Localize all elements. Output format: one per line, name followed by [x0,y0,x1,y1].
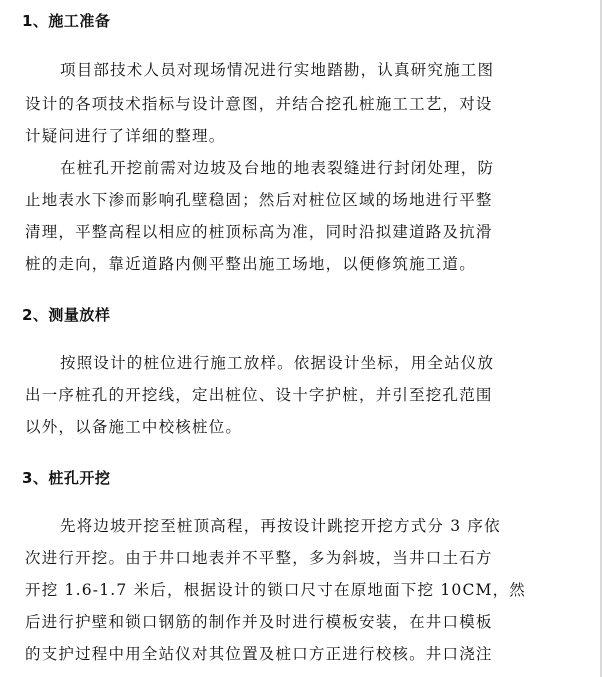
paragraph-line: 次进行开挖。由于井口地表并不平整，多为斜坡，当井口土石方 [25,549,493,567]
paragraph-line: 的支护过程中用全站仪对其位置及桩口方正进行校核。井口浇注 [25,645,493,663]
paragraph-line: 设计的各项技术指标与设计意图，并结合挖孔桩施工工艺，对设 [25,95,493,113]
paragraph-line: 后进行护壁和锁口钢筋的制作并及时进行模板安装，在井口模板 [25,613,493,631]
paragraph-line: 在桩孔开挖前需对边坡及台地的地表裂缝进行封闭处理，防 [60,159,495,177]
paragraph-line: 开挖 1.6-1.7 米后，根据设计的锁口尺寸在原地面下挖 10CM，然 [25,581,526,599]
section-heading-3: 3、桩孔开挖 [22,469,111,487]
section-heading-1: 1、施工准备 [22,12,111,30]
paragraph-line: 按照设计的桩位进行施工放样。依据设计坐标，用全站仪放 [60,354,495,372]
paragraph-line: 桩的走向，靠近道路内侧平整出施工场地，以便修筑施工道。 [25,255,476,273]
paragraph-line: 出一序桩孔的开挖线，定出桩位、设十字护桩，并引至挖孔范围 [25,386,493,404]
paragraph-line: 计疑问进行了详细的整理。 [25,127,226,145]
paragraph-line: 以外，以备施工中校核桩位。 [25,418,243,436]
paragraph-line: 止地表水下渗而影响孔壁稳固；然后对桩位区域的场地进行平整 [25,191,493,209]
paragraph-line: 项目部技术人员对现场情况进行实地踏勘，认真研究施工图 [60,61,495,79]
paragraph-line: 清理，平整高程以相应的桩顶标高为准，同时沿拟建道路及抗滑 [25,223,493,241]
paragraph-line: 先将边坡开挖至桩顶高程，再按设计跳挖开挖方式分 3 序依 [60,517,501,535]
section-heading-2: 2、测量放样 [22,306,111,324]
